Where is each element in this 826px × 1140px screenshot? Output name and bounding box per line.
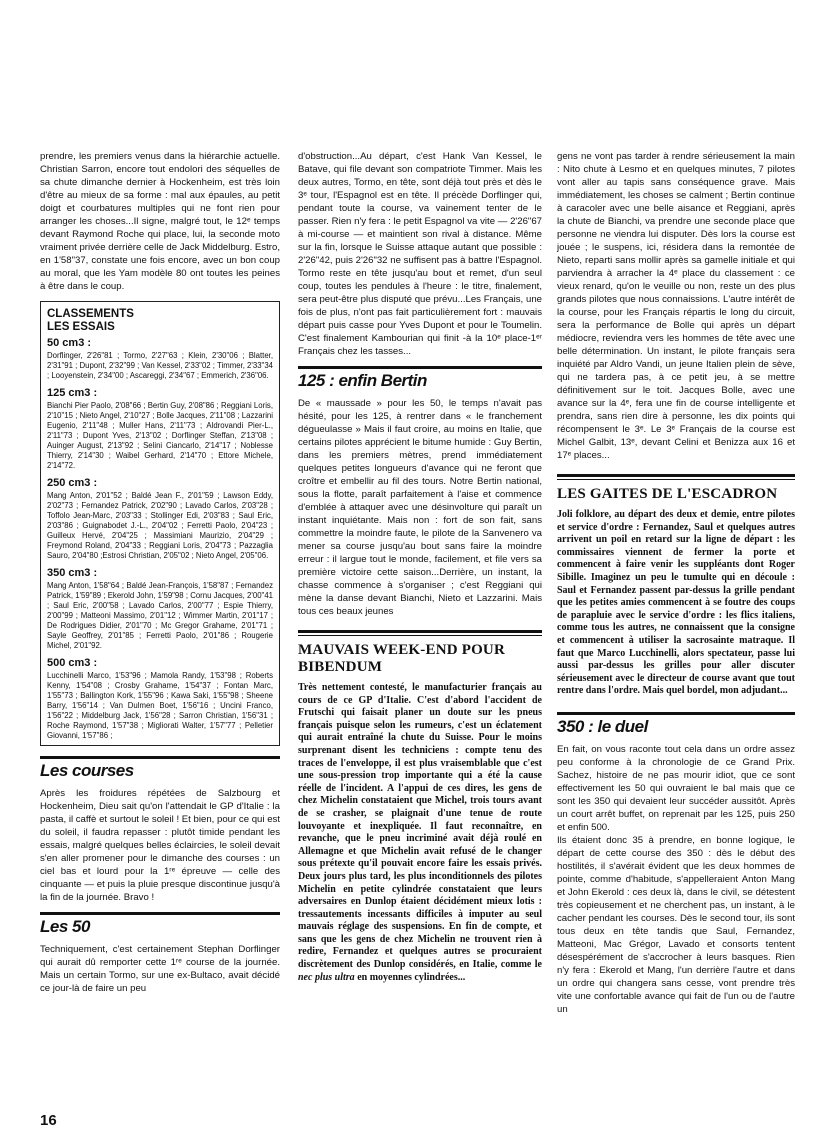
section-rule <box>557 474 795 477</box>
class-350 <box>47 567 273 651</box>
class-250 <box>47 477 273 561</box>
class-label: 500 cm3 : <box>47 657 98 669</box>
results-title: CLASSEMENTS <box>47 308 134 320</box>
section-rule <box>557 712 795 715</box>
class-label: 125 cm3 : <box>47 387 98 399</box>
class-results: Lucchinelli Marco, 1'53"96 ; Mamola Randy, 1'53"98 ; Roberts Kenny, 1'54"08 ; Crosby Grahame, 1'54"37 ; Fontan Marc, 1'55"73 ; Ballington Kork, 1'55"96 ; Kawa Saki, 1'55"98 ; Sheene Barry, 1'56"14 ; Van Dulmen Boet, 1'56"16 ; Uncini Franco, 1'56"22 ; Middelburg Jack, 1'56"28 ; Sarron Christian, 1'56"31 ; Roche Raymond, 1'57"38 ; Migliorati Walter, 1'57"77 ; Pelletier Giovanni, 1'57"86 ; <box>47 671 273 740</box>
heading-mauvais-week-end: MAUVAIS WEEK-END POUR BIBENDUM <box>298 642 506 675</box>
heading-gaites: LES GAITES DE L'ESCADRON <box>557 486 778 502</box>
class-results: Mang Anton, 1'58"64 ; Baldé Jean-François, 1'58"87 ; Fernandez Patrick, 1'59"89 ; Ekerold John, 1'59"98 ; Cornu Jacques, 2'00"41 ; Saul Eric, 2'00"58 ; Lavado Carlos, 2'00"77 ; Espie Thierry, 2'00"99 ; Matteoni Massimo, 2'01"12 ; Wimmer Martin, 2'01"17 ; De Rodrigues Didier, 2'01"70 ; Mc Gregor Grahame, 2'01"71 ; Sayle Geoffrey, 2'01"85 ; Ferretti Paolo, 2'01"86 ; Rougerie Michel, 2'01"92. <box>47 581 273 650</box>
gaites-text: Joli folklore, au départ des deux et demie, entre pilotes et service d'ordre : Fernandez, Saul et quelques autres arrivent un poil en retard sur la ligne de départ : les commissaires viennent de fermer la porte et commencent à faire venir les suppléants dont Roger Sibille. Imaginez un peu le tumulte qui en découle : Saul et Fernandez passent par-dessus la grille pendant que les petites amies commencent à se foutre des coups de parapluie avec le service d'ordre : les flics italiens, comme tous les autres, ne connaissent que la consigne et commencent à utiliser la sacrosainte matraque. Il faut que Marco Lucchinelli, alors spectateur, passe lui aussi par-dessus les grilles pour aller discuter sérieusement avec le directeur de course avant que tout rentre dans l'ordre. Mais quel bordel, mon adjudant... <box>557 509 795 697</box>
heading-les-50: Les 50 <box>40 917 90 936</box>
section-rule <box>298 630 542 633</box>
col2-intro: d'obstruction...Au départ, c'est Hank Van Kessel, le Batave, qui file devant son compatriote Timmer. Mais les deux autres, Tormo, en tête, sont déjà tout près et dès le 3ᵉ tour, l'Espagnol est en tête. Il précède Dorflinger qui, pendant toute la course, va vainement tenter de le passer. Rien n'y fera : le petit Espagnol va vite — 2'26"67 à mi-course — et maintient son rival à distance. Même sur la fin, lorsque le Suisse attaque autant que possible : 2'26"42, puis 2'26"32 ne suffisent pas à battre l'Espagnol. Tormo reste en tête jusqu'au bout et remet, d'un seul coup, toutes les pendules à l'heure : le titre, finalement, sera peut-être plus disputé que prévu...Les Français, une fois de plus, n'ont pas fait particulièrement fort : mauvais départ puis casse pour Yves Dupont et pour le Toumelin. C'est finalement Kambourian qui finit -à la 10ᵉ place-1ᵉʳ Français chez les tasses... <box>298 151 542 357</box>
class-125 <box>47 387 273 471</box>
class-500 <box>47 657 273 741</box>
results-subtitle: LES ESSAIS <box>47 321 115 333</box>
results-box <box>40 301 280 746</box>
class-label: 250 cm3 : <box>47 477 98 489</box>
sidebar-escadron <box>557 486 795 698</box>
class-label: 350 cm3 : <box>47 567 98 579</box>
section-rule <box>40 912 280 915</box>
class-label: 50 cm3 : <box>47 337 92 349</box>
sidebar-bibendum <box>298 642 542 984</box>
col3-intro: gens ne vont pas tarder à rendre sérieusement la main : Nito chute à Lesmo et en quelques minutes, 7 pilotes vont aller au tapis sans conséquence grave. Mais immédiatement, les choses se calment ; Bertin continue à caracoler avec une belle aisance et Reggiani, après la chute de Bianchi, va prendre une seconde place que personne ne viendra lui disputer. Dès lors la course est jouée ; le suspens, ici, résidera dans la remontée de Nieto, reparti sans mollir après sa gamelle initiale et qui parviendra à arracher la 4ᵉ place du classement : ce vieux renard, qu'on le veuille ou non, reste un des plus grands pilotes que nous connaissions. L'autre intérêt de la course, pour les Français répartis le long du circuit, sera la performance de Bolle qui après un départ médiocre, reviendra vers les hommes de tête avec une belle détermination. Un instant, le pilote français sera inquiété par Aldro Vandi, un jeune Italien plein de sève, qui ne tardera pas, à ce petit jeu, à se mettre définitivement sur le toit. Jacques Bolle, avec une avance sur la 4ᵉ, fera une fin de course intelligente et prendra, sans rien dire à personne, les dix points qui récompensent le 3ᵉ. Le 3ᵉ Français de la course est Michel Galbit, 13ᵉ, devant Celini et Benizza aux 16 et 17ᵉ places... <box>557 151 795 461</box>
s125-text: De « maussade » pour les 50, le temps n'avait pas hésité, pour les 125, à rentrer dans « le franchement dégueulasse » Mais il faut croire, au moins en Italie, que certains pilotes apprécient le bitume humide : Guy Bertin, dans les premiers mètres, prend immédiatement quelques petites longueurs d'avance qui ne feront que croître et embellir au fil des tours. Notre Bertin national, sous la flotte, paraît parfaitement à l'aise et commence d'emblée à attaquer avec une désinvolture qui paraît un instant inquiétante. Mais non : fort de son fait, sans commettre la moindre faute, le pilote de la Sanvenero va mener sa course jusqu'au bout sans faire la moindre erreur : il largue tout le monde, facilement, et file vers sa première victoire cette saison...Derrière, un instant, la chasse commence à s'organiser ; c'est Reggiani qui mène la danse devant Bianchi, Nieto et Lazzarini. Mais tous ces beaux jeunes <box>298 398 542 617</box>
s350-text-b: Ils étaient donc 35 à prendre, en bonne logique, le départ de cette course des 350 : dès le début des hostilités, il s'avérait évident que les deux hommes de pointe, comme d'habitude, s'appelleraient Anton Mang et John Ekerold : ces deux là, dans le civil, se détestent très copieusement et ne cherchent pas, un instant, à le cacher pendant les courses. Dès le second tour, ils sont tous deux en tête tandis que Saul, Fernandez, Matteoni, Mac Grégor, Lavado et consorts tentent désespérément de s'accrocher à leurs basques. Rien n'y fera : Ekerold et Mang, l'un derrière l'autre et dans un ordre qui changera sans cesse, vont prendre très vite une confortable avance qui fait de l'un ou de l'autre un <box>557 834 795 1015</box>
section-rule <box>298 366 542 369</box>
section-rule-thin <box>298 635 542 636</box>
col1-intro: prendre, les premiers venus dans la hiérarchie actuelle. Christian Sarron, encore tout endolori des séquelles de sa chute dimanche dernier à Hockenheim, est très loin d'être au mieux de sa forme : mal aux épaules, au petit doigt et courbatures multiples qui ne font rien pour arranger les choses...Il signe, malgré tout, le 12ᵉ temps devant Raymond Roche qui place, lui, la seconde moto vraiment privée derrière celle de Jack Middelburg. Estro, en 1'58"37, constate une fois encore, avec un bon coup au moral, que les Yam modèle 80 ont toutes les peines à être dans le coup. <box>40 151 280 292</box>
s350-text-a: En fait, on vous raconte tout cela dans un ordre assez peu conforme à la chronologie de ce Grand Prix. Sachez, histoire de ne pas mourir idiot, que ce sont effectivement les 50 qui ouvraient le bal mais que ce sont les 350 qui devaient leur succéder aussitôt. Après un court arrêt buffet, on reprenait par les 125, puis 250 et enfin 500. <box>557 743 795 833</box>
section-rule-thin <box>557 479 795 480</box>
class-results: Mang Anton, 2'01"52 ; Baldé Jean F., 2'01"59 ; Lawson Eddy, 2'02"73 ; Fernandez Patrick, 2'02"90 ; Lavado Carlos, 2'03"28 ; Toffolo Jean-Marc, 2'03"33 ; Stollinger Edi, 2'03"83 ; Saul Eric, 2'03"86 ; Guignabodet J.-L., 2'04"02 ; Ferretti Paolo, 2'04"23 ; Guilleux Hervé, 2'04"25 ; Massimiani Maurizio, 2'04"29 ; Freymond Roland, 2'04"33 ; Reggiani Loris, 2'04"73 ; Pazzaglia Sauro, 2'04"80 ;Estrosi Christian, 2'05"02 ; Nieto Angel, 2'05"06. <box>47 491 273 560</box>
column-2 <box>298 150 542 984</box>
heading-350: 350 : le duel <box>557 716 648 736</box>
class-50 <box>47 337 273 381</box>
section-rule <box>40 756 280 759</box>
heading-125: 125 : enfin Bertin <box>298 371 427 390</box>
mauvais-text: Très nettement contesté, le manufacturier français au cours de ce GP d'Italie. C'est d'abord l'accident de Frutschi qui faisait planer un doute sur les pneus français puisque selon les rumeurs, c'est un éclatement qui aurait entraîné la chute du Suisse. Pour le moins surprenant disent les techniciens : compte tenu des traces de l'enveloppe, il est plus vraisemblable que c'est une sous-pression trop importante qui a été la cause réelle de l'incident. A l'appui de ces dires, les gens de chez Michelin constataient que Michel, trois tours avant de se crasher, se plaignait d'une tenue de route louvoyante et inexpliquée. Il faut reconnaître, en revanche, que le pneu incriminé avait déjà roulé en Allemagne et que Michelin avait refusé de le changer sous prétexte qu'il pouvait encore faire les essais privés. Deux jours plus tard, les plus inconditionnels des pilotes Michelin en petite cylindrée constataient que leurs adversaires en Dunlop étaient décidément mieux lotis : tressautements incessants difficiles à imputer au seul mauvais réglage des suspensions. En fin de compte, et sans que les gens de chez Michelin ne trouvent rien à redire, Fernandez et quelques autres se procuraient discrètement des Dunlop considérés, en Italie, comme le nec plus ultra en moyennes cylindrées... <box>298 682 542 983</box>
column-3 <box>557 150 795 1016</box>
heading-les-courses: Les courses <box>40 761 134 780</box>
column-1 <box>40 150 280 995</box>
page-number: 16 <box>40 1112 57 1129</box>
courses-text: Après les froidures répétées de Salzbourg et Hockenheim, Dieu sait qu'on l'attendait le GP d'Italie : la pasta, il caffè et surtout le soleil ! Et bien, pour ce qui est du soleil, il faudra repasser : plutôt timide pendant les essais, malgré quelques belles éclaircies, le soleil devait s'en aller promener pour le dimanche des courses : un ciel bas et lourd pour la 1ʳᵉ épreuve — celle des cinquante — et puis la pluie presque discontinue jusqu'à la fin de la journée. Bravo ! <box>40 788 280 903</box>
class-results: Dorflinger, 2'26"81 ; Tormo, 2'27"63 ; Klein, 2'30"06 ; Blatter, 2'31"91 ; Dupont, 2'32"99 ; Van Kessel, 2'33"02 ; Timmer, 2'33"34 ; Looyenstein, 2'34"00 ; Ascareggi, 2'34"67 ; Emmerich, 2'36"06. <box>47 351 273 380</box>
class-results: Bianchi Pier Paolo, 2'08"66 ; Bertin Guy, 2'08"86 ; Reggiani Loris, 2'10"15 ; Nieto Angel, 2'10"27 ; Bolle Jacques, 2'11"08 ; Lazzarini Eugenio, 2'11"48 ; Muller Hans, 2'11"73 ; Aldrovandi Pier-L., 2'11"73 ; Dupont Yves, 2'13"02 ; Dorflinger Steffan, 2'13"08 ; Auinger August, 2'13"92 ; Selini Ciancarlo, 2'14"17 ; Noblesse Thierry, 2'14"30 ; Waibel Gerhard, 2'14"70 ; Ettore Michele, 2'14"72. <box>47 401 273 470</box>
les50-text: Techniquement, c'est certainement Stephan Dorflinger qui aurait dû remporter cette 1ʳᵉ course de la journée. Mais un certain Tormo, sur une ex-Bultaco, avait décidé ce jour-là de faire un peu <box>40 944 280 994</box>
